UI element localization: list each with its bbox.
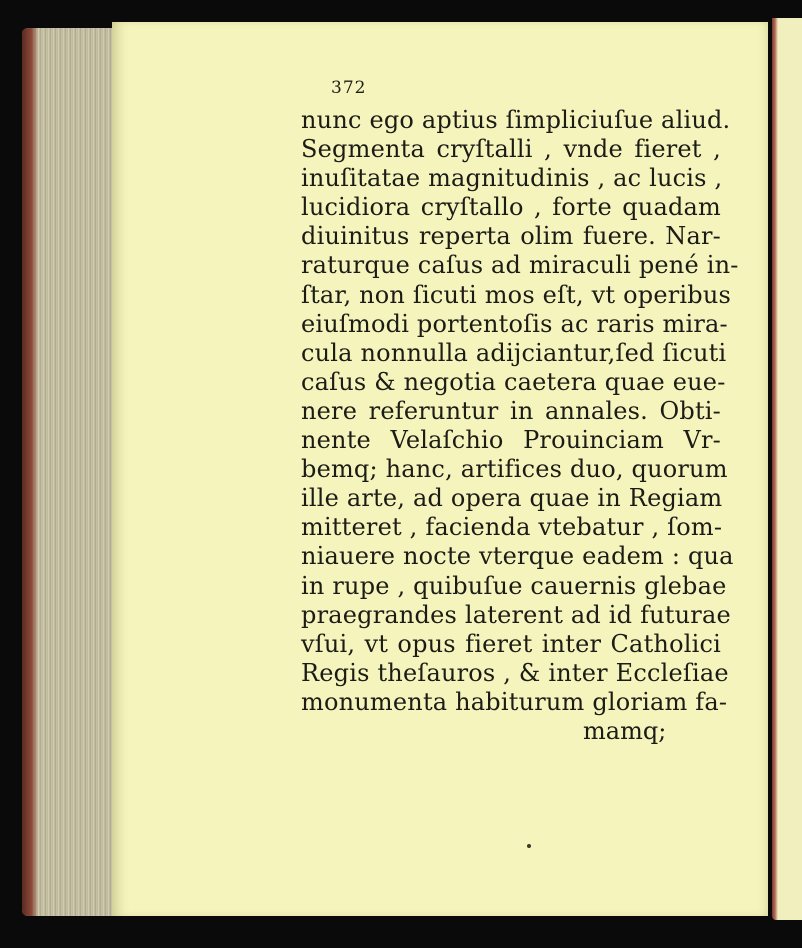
text-line: nunc ego aptius ſimpliciuſue aliud.	[301, 106, 731, 134]
page-number: 372	[331, 78, 367, 98]
text-line: praegrandes laterent ad id futurae	[301, 600, 731, 629]
text-line: ſtar, non ſicuti mos eſt, vt operibus	[301, 280, 732, 309]
text-line: cula nonnulla adijciantur,ſed ſicuti	[301, 338, 727, 367]
text-line: Regis theſauros , & inter Eccleſiae	[301, 658, 729, 687]
facing-page-edge	[772, 18, 802, 920]
text-line: in rupe , quibuſue cauernis glebae	[301, 571, 727, 600]
text-line: mitteret , facienda vtebatur , ſom-	[301, 513, 723, 542]
text-line: diuinitus reperta olim fuere. Nar-	[301, 222, 721, 251]
text-line: monumenta habiturum gloriam fa-	[301, 687, 728, 716]
text-line: nere referuntur in annales. Obti-	[301, 396, 721, 425]
text-line: raturque caſus ad miraculi pené in-	[301, 251, 739, 280]
ink-speck	[527, 844, 531, 848]
text-line: Segmenta cryſtalli , vnde fieret ,	[301, 135, 721, 164]
text-line: niauere nocte vterque eadem : qua	[301, 542, 734, 571]
text-body	[301, 106, 739, 717]
text-line: bemq; hanc, artifices duo, quorum	[301, 455, 728, 484]
text-line: vſui, vt opus fieret inter Catholici	[301, 629, 721, 658]
text-line: caſus & negotia caetera quae eue-	[301, 367, 726, 396]
text-line: eiuſmodi portentoſis ac raris mira-	[301, 309, 728, 338]
text-line: ille arte, ad opera quae in Regiam	[301, 484, 723, 513]
catchword: mamq;	[583, 717, 667, 745]
text-line: inuſitatae magnitudinis , ac lucis ,	[301, 164, 723, 193]
text-line: nente Velaſchio Prouinciam Vr-	[301, 426, 721, 455]
text-line: lucidiora cryſtallo , forte quadam	[301, 193, 721, 222]
book-binding-edge	[22, 28, 38, 916]
